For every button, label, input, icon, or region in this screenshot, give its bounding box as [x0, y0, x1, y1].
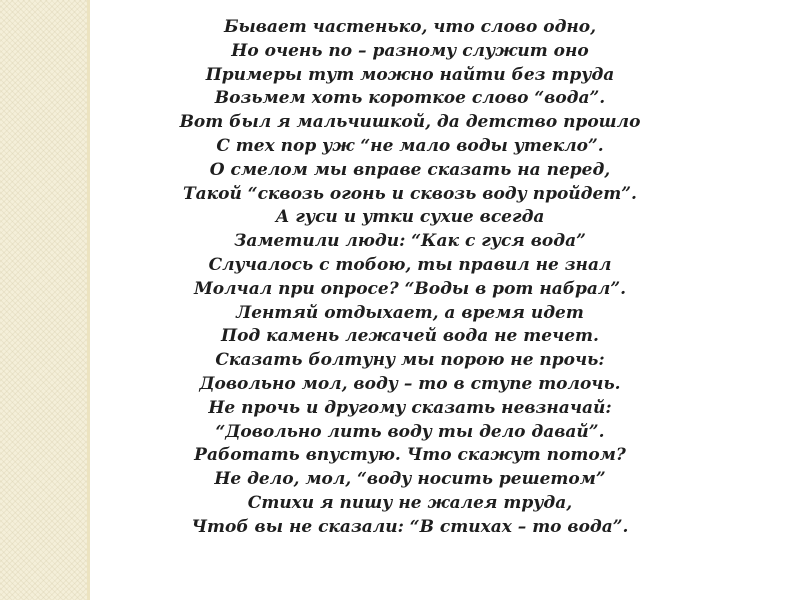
poem-line: С тех пор уж “не мало воды утекло”. — [216, 135, 604, 156]
poem-line: Не дело, мол, “воду носить решетом” — [214, 469, 606, 490]
poem-line: Чтоб вы не сказали: “В стихах – то вода”. — [191, 516, 629, 537]
poem-line: Довольно мол, воду – то в ступе толочь. — [199, 373, 621, 394]
poem-line: Молчал при опросе? “Воды в рот набрал”. — [193, 278, 627, 299]
decorative-side-band — [0, 0, 87, 600]
poem-line: Под камень лежачей вода не течет. — [221, 326, 599, 347]
poem-line: Бывает частенько, что слово одно, — [223, 17, 597, 37]
poem-line: Примеры тут можно найти без труда — [205, 64, 615, 85]
poem-line: Работать впустую. Что скажут потом? — [194, 445, 626, 466]
poem-line: Не прочь и другому сказать невзначай: — [208, 397, 612, 418]
poem-line: Заметили люди: “Как с гуся вода” — [234, 231, 586, 252]
poem-line: Стихи я пишу не жалея труда, — [247, 492, 573, 513]
poem-line: Случалось с тобою, ты правил не знал — [208, 254, 612, 275]
poem-line: О смелом мы вправе сказать на перед, — [209, 159, 611, 180]
poem-line: Но очень по – разному служит оно — [231, 40, 589, 61]
poem-line: Сказать болтуну мы порою не прочь: — [215, 350, 605, 371]
poem-line: “Довольно лить воду ты дело давай”. — [215, 421, 605, 442]
poem-text — [90, 16, 730, 540]
poem-line: Вот был я мальчишкой, да детство прошло — [179, 112, 641, 133]
poem-line: Лентяй отдыхает, а время идет — [236, 302, 584, 323]
poem-line: А гуси и утки сухие всегда — [275, 207, 545, 228]
poem-line: Возьмем хоть короткое слово “вода”. — [214, 88, 606, 109]
poem-line: Такой “сквозь огонь и сквозь воду пройдет”. — [183, 183, 637, 204]
